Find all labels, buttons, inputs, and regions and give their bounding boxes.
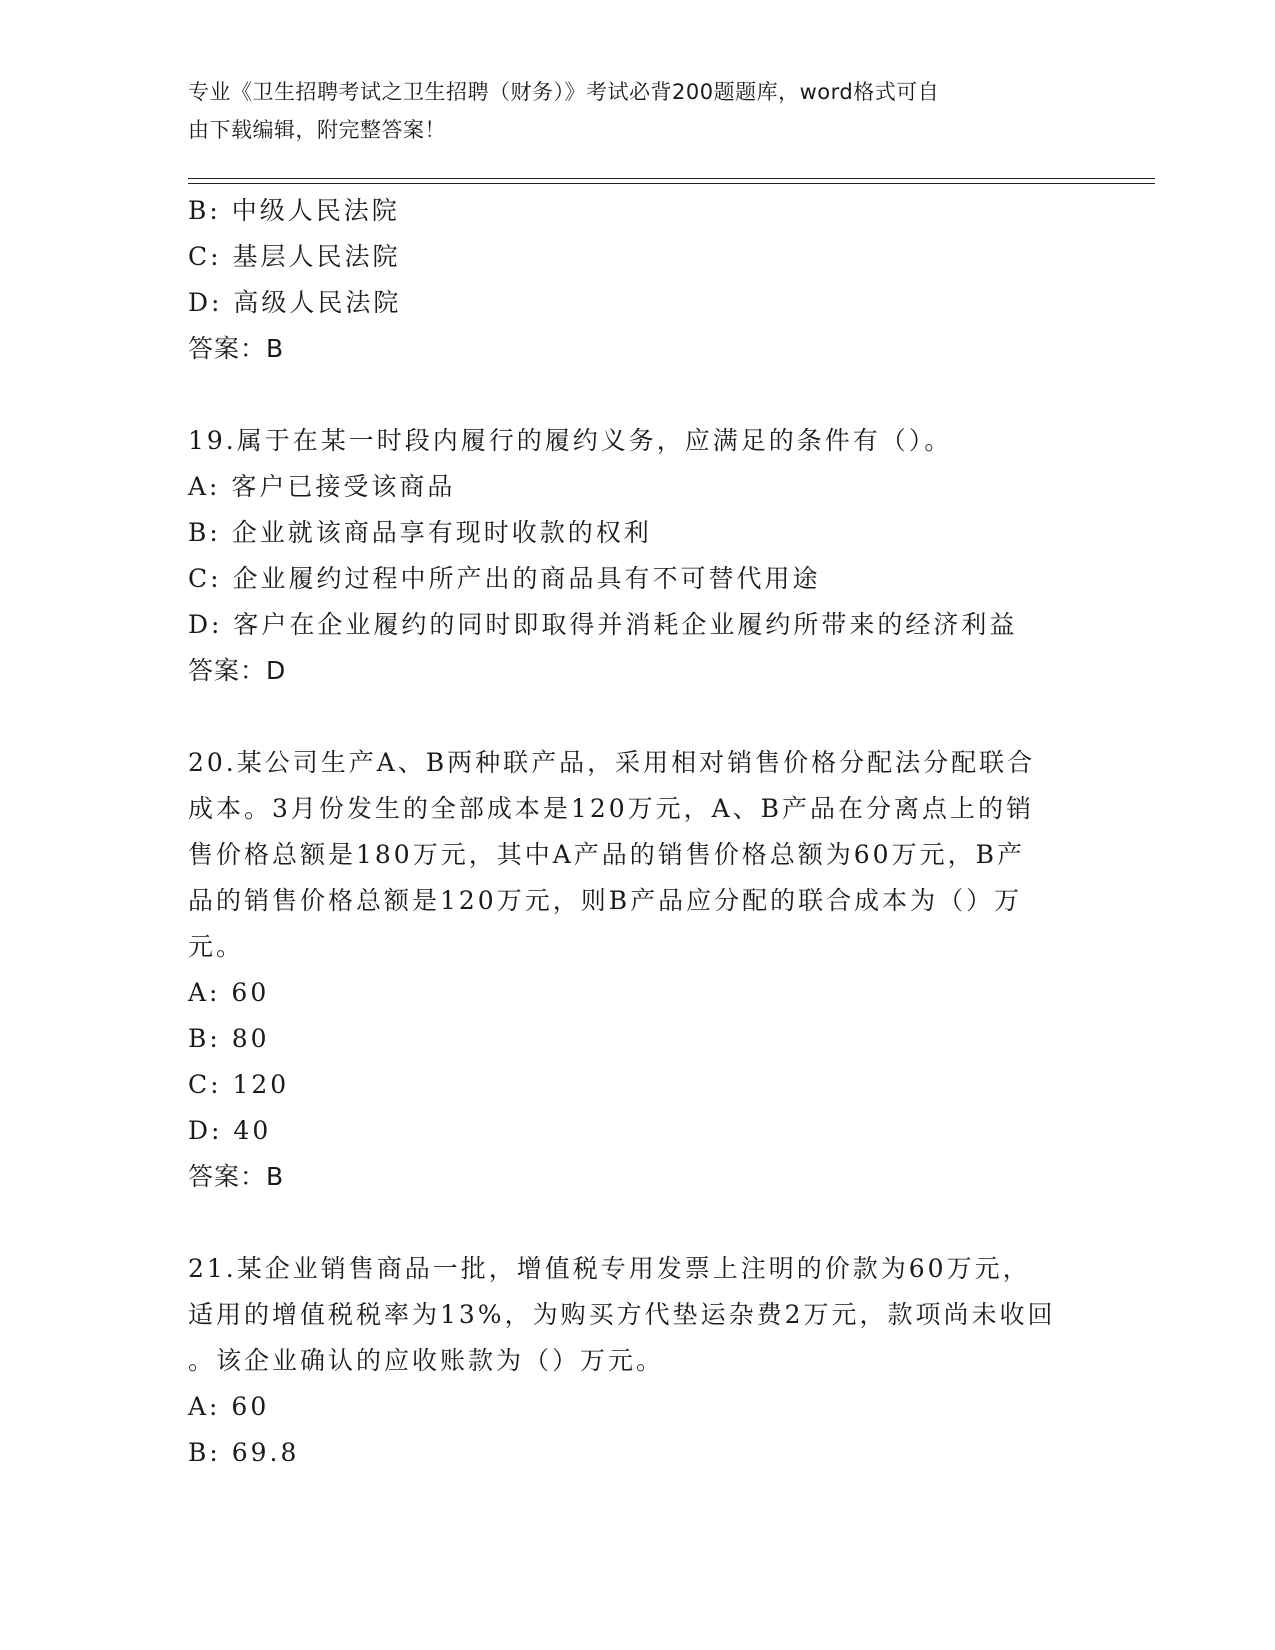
- header-line-1: 专业《卫生招聘考试之卫生招聘（财务）》考试必背200题题库，word格式可自: [188, 80, 940, 104]
- answer: 答案：B: [188, 1162, 285, 1191]
- answer: 答案：B: [188, 334, 285, 363]
- option-b: B: 80: [188, 1024, 270, 1053]
- spacer: [188, 1200, 1088, 1246]
- question-list: [188, 188, 1088, 1476]
- option-d: D: 40: [188, 1116, 272, 1145]
- question-stem: 19.属于在某一时段内履行的履约义务，应满足的条件有（）。: [188, 426, 953, 455]
- question-stem-line: 品的销售价格总额是120万元，则B产品应分配的联合成本为（）万: [188, 886, 1023, 915]
- spacer: [188, 694, 1088, 740]
- question-stem-line: 成本。3月份发生的全部成本是120万元，A、B产品在分离点上的销: [188, 794, 1035, 823]
- question-stem-line: 适用的增值税税率为13%，为购买方代垫运杂费2万元，款项尚未收回: [188, 1300, 1056, 1329]
- option-c: C: 企业履约过程中所产出的商品具有不可替代用途: [188, 564, 821, 593]
- answer: 答案：D: [188, 656, 287, 685]
- option-a: A: 客户已接受该商品: [188, 472, 456, 501]
- option-d: D: 高级人民法院: [188, 288, 402, 317]
- question-21: [188, 1246, 1088, 1476]
- option-a: A: 60: [188, 1392, 270, 1421]
- option-c: C: 基层人民法院: [188, 242, 401, 271]
- question-stem-line: 元。: [188, 932, 245, 961]
- question-stem-line: 20.某公司生产A、B两种联产品，采用相对销售价格分配法分配联合: [188, 748, 1036, 777]
- question-stem-line: 21.某企业销售商品一批，增值税专用发票上注明的价款为60万元，: [188, 1254, 1031, 1283]
- option-d: D: 客户在企业履约的同时即取得并消耗企业履约所带来的经济利益: [188, 610, 1018, 639]
- question-19: [188, 418, 1088, 694]
- option-b: B: 企业就该商品享有现时收款的权利: [188, 518, 652, 547]
- document-header: [188, 73, 1088, 149]
- option-b: B: 中级人民法院: [188, 196, 400, 225]
- option-a: A: 60: [188, 978, 270, 1007]
- question-20: [188, 740, 1088, 1200]
- header-line-2: 由下载编辑，附完整答案！: [188, 118, 446, 142]
- spacer: [188, 372, 1088, 418]
- question-stem-line: 。该企业确认的应收账款为（）万元。: [188, 1346, 665, 1375]
- option-c: C: 120: [188, 1070, 290, 1099]
- header-divider-top: [188, 178, 1155, 179]
- option-b: B: 69.8: [188, 1438, 300, 1467]
- question-stem-line: 售价格总额是180万元，其中A产品的销售价格总额为60万元，B产: [188, 840, 1025, 869]
- header-divider-bottom: [188, 183, 1155, 184]
- question-18: [188, 188, 1088, 372]
